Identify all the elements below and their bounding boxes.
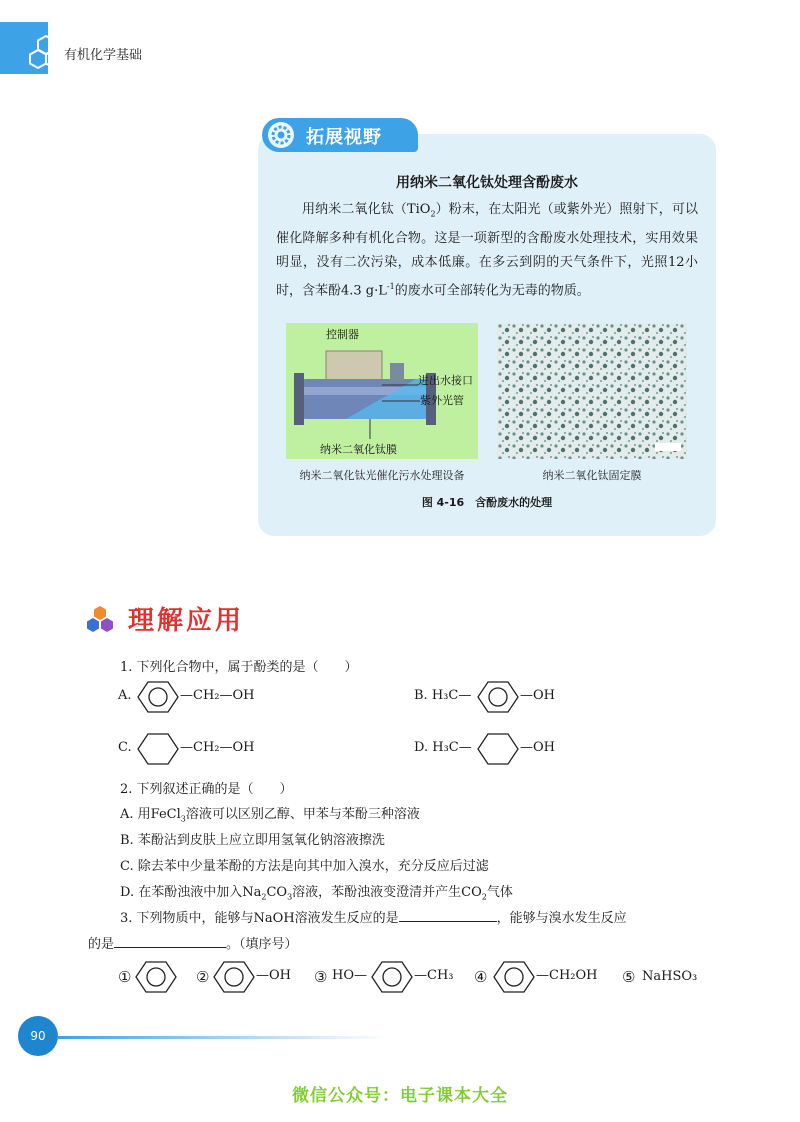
page-number: 90 [18, 1016, 58, 1056]
q3-group-3-post: —CH₃ [414, 968, 454, 983]
benzene-ring-icon [134, 960, 178, 994]
gear-badge-icon [264, 118, 300, 152]
label-inlet: 进出水接口 [418, 374, 473, 387]
cyclohexane-ring-icon [476, 732, 520, 766]
q3-stem-line2: 的是 。（填序号） [88, 937, 298, 952]
article-title: 用纳米二氧化钛处理含酚废水 [396, 175, 578, 191]
figure-caption: 图 4-16 含酚废水的处理 [421, 496, 553, 509]
q3-group-4: —CH₂OH [536, 968, 598, 983]
label-uv-tube: 紫外光管 [420, 394, 464, 407]
q3-num-5: ⑤ [622, 968, 636, 986]
cyclohexane-ring-icon [136, 732, 180, 766]
answer-blank-2[interactable] [114, 947, 226, 948]
q1-d-label: D. H₃C— [414, 740, 472, 755]
q2-option-c: C. 除去苯中少量苯酚的方法是向其中加入溴水，充分反应后过滤 [120, 859, 489, 874]
q2-option-b: B. 苯酚沾到皮肤上应立即用氢氧化钠溶液擦洗 [120, 833, 385, 848]
label-controller: 控制器 [326, 328, 359, 341]
q3-num-4: ④ [474, 968, 488, 986]
fixed-film-photo [497, 323, 687, 459]
article-paragraph: 用纳米二氧化钛（TiO$_2$）粉末，在太阳光（或紫外光）照射下，可以催化降解多种有机化合物。这是一项新型的含酚废水处理技术，实用效果明显，没有二次污染，成本低廉。在多云到阴的天气条件下，光照12小时，含苯酚4.3 $g\cdot L^{-1}$的废水可全部转化为无毒的物质。 [276, 202, 698, 298]
benzene-ring-icon [370, 960, 414, 994]
hexagon-logo-icon [26, 34, 66, 74]
footer-rule [58, 1036, 388, 1039]
q3-group-5: NaHSO₃ [642, 969, 698, 984]
q1-c-group: —CH₂—OH [180, 740, 255, 755]
photo1-caption: 纳米二氧化钛光催化污水处理设备 [299, 469, 465, 482]
q3-group-3-pre: HO— [332, 968, 367, 983]
q3-num-3: ③ [314, 968, 328, 986]
q2-stem: 2. 下列叙述正确的是（ ） [120, 782, 293, 797]
extension-label: 拓展视野 [306, 127, 382, 148]
treatment-device-photo [286, 323, 478, 459]
q1-b-group: —OH [520, 688, 555, 703]
q1-d-group: —OH [520, 740, 555, 755]
q1-c-label: C. [118, 740, 132, 755]
q2-option-d: D. 在苯酚浊液中加入$Na_2CO_3$溶液，苯酚浊液变澄清并产生$CO_2$气体 [120, 885, 513, 902]
watermark: 微信公众号：电子课本大全 [292, 1086, 508, 1106]
q1-stem: 1. 下列化合物中，属于酚类的是（ ） [120, 660, 358, 675]
q2-option-a: A. 用FeCl$_3$溶液可以区别乙醇、甲苯与苯酚三种溶液 [120, 807, 420, 824]
benzene-ring-icon [136, 680, 180, 714]
cubes-icon [84, 604, 116, 634]
q1-b-label: B. H₃C— [414, 688, 472, 703]
q3-num-1: ① [118, 968, 132, 986]
q3-group-2: —OH [256, 968, 291, 983]
q1-a-label: A. [118, 688, 132, 703]
book-title: 有机化学基础 [64, 48, 143, 63]
benzene-ring-icon [476, 680, 520, 714]
answer-blank-1[interactable] [399, 921, 497, 922]
benzene-ring-icon [492, 960, 536, 994]
q3-stem-line1: 3. 下列物质中，能够与NaOH溶液发生反应的是 ，能够与溴水发生反应 [120, 911, 627, 926]
benzene-ring-icon [212, 960, 256, 994]
label-film: 纳米二氧化钛膜 [320, 443, 397, 456]
q1-a-group: —CH₂—OH [180, 688, 255, 703]
photo2-caption: 纳米二氧化钛固定膜 [542, 469, 642, 482]
q3-num-2: ② [196, 968, 210, 986]
section-title: 理解应用 [128, 606, 245, 636]
